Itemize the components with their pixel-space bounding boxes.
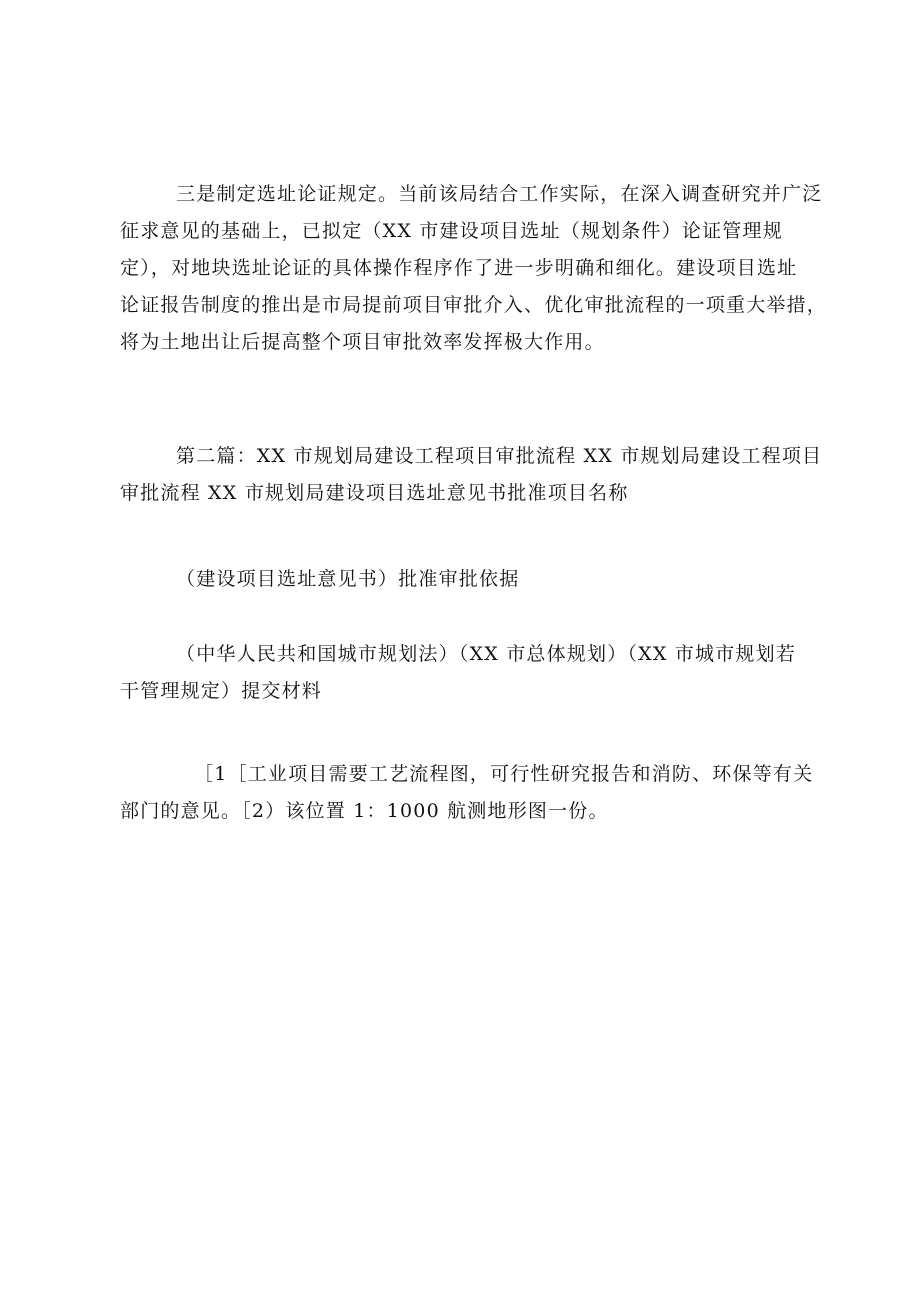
text-line: 干管理规定）提交材料 — [120, 680, 323, 702]
text-line: （建设项目选址意见书）批准审批依据 — [176, 568, 520, 590]
paragraph-approval-basis — [120, 561, 810, 598]
paragraph-second-article-heading — [120, 438, 823, 512]
text-line: 定），对地块选址论证的具体操作程序作了进一步明确和细化。建设项目选址 — [120, 257, 798, 279]
text-line: 征求意见的基础上，已拟定（XX 市建设项目选址（规划条件）论证管理规 — [120, 220, 783, 242]
paragraph-site-selection-rules — [120, 176, 828, 361]
text-line: 论证报告制度的推出是市局提前项目审批介入、优化审批流程的一项重大举措， — [120, 294, 828, 316]
text-line: 审批流程 XX 市规划局建设项目选址意见书批准项目名称 — [120, 482, 629, 504]
paragraph-submission-materials — [120, 756, 814, 830]
text-line: ［1［工业项目需要工艺流程图，可行性研究报告和消防、环保等有关 — [194, 763, 814, 785]
text-line: 部门的意见。［2）该位置 1：1000 航测地形图一份。 — [120, 800, 609, 822]
text-line: 将为土地出让后提高整个项目审批效率发挥极大作用。 — [120, 331, 605, 353]
text-line: 第二篇：XX 市规划局建设工程项目审批流程 XX 市规划局建设工程项目 — [176, 445, 823, 467]
text-line: （中华人民共和国城市规划法）（XX 市总体规划）（XX 市城市规划若 — [176, 643, 796, 665]
text-line: 三是制定选址论证规定。当前该局结合工作实际，在深入调查研究并广泛 — [176, 183, 823, 205]
paragraph-legal-references — [120, 636, 810, 710]
